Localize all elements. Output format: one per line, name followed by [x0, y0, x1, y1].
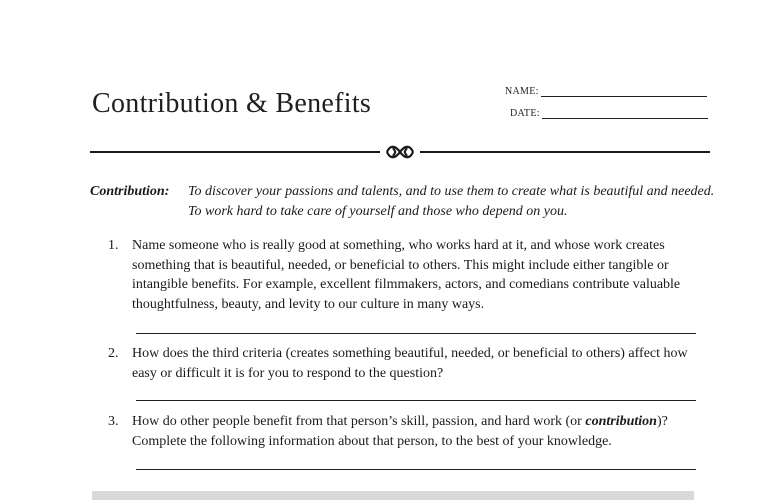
- contribution-line-2: To work hard to take care of yourself and those who depend on you.: [188, 204, 568, 219]
- question-text-start: How do other people benefit from that person’s skill, passion, and hard work (or: [132, 414, 586, 429]
- date-label: DATE:: [510, 108, 540, 119]
- name-label: NAME:: [505, 86, 539, 97]
- ornamental-divider: [90, 142, 710, 162]
- date-fill-line[interactable]: [542, 108, 708, 119]
- question-text: [132, 412, 707, 451]
- celtic-knot-icon: [384, 142, 416, 162]
- name-field[interactable]: [505, 86, 707, 97]
- answer-line-2[interactable]: [136, 400, 696, 401]
- page-title: Contribution & Benefits: [92, 88, 372, 119]
- question-emphasis: contribution: [585, 414, 657, 429]
- contribution-line-1: To discover your passions and talents, and to use them to create what is beautiful and needed.: [188, 184, 715, 199]
- question-text-end: )? Complete the following information about that person, to the best of your knowledge.: [132, 414, 668, 449]
- question-number: 1.: [108, 238, 119, 253]
- question-number: 2.: [108, 346, 119, 361]
- answer-line-1[interactable]: [136, 333, 696, 334]
- answer-line-3[interactable]: [136, 469, 696, 470]
- name-fill-line[interactable]: [541, 86, 707, 97]
- divider-rule-left: [90, 151, 380, 153]
- contribution-label: Contribution:: [90, 184, 170, 199]
- info-table-header-bar: [92, 491, 694, 500]
- question-text: Name someone who is really good at something, who works hard at it, and whose work creates something that is beautiful, needed, or beneficial to others. This might include either tangible or intangible benefits. For example, excellent filmmakers, actors, and comedians contribute valuable thoughtfulness, beauty, and levity to our culture in many ways.: [132, 238, 681, 312]
- question-text: How does the third criteria (creates something beautiful, needed, or beneficial to others) affect how easy or difficult it is for you to respond to the question?: [132, 346, 688, 381]
- contribution-text: [188, 182, 728, 222]
- question-number: 3.: [108, 414, 119, 429]
- date-field[interactable]: [510, 108, 708, 119]
- divider-rule-right: [420, 151, 710, 153]
